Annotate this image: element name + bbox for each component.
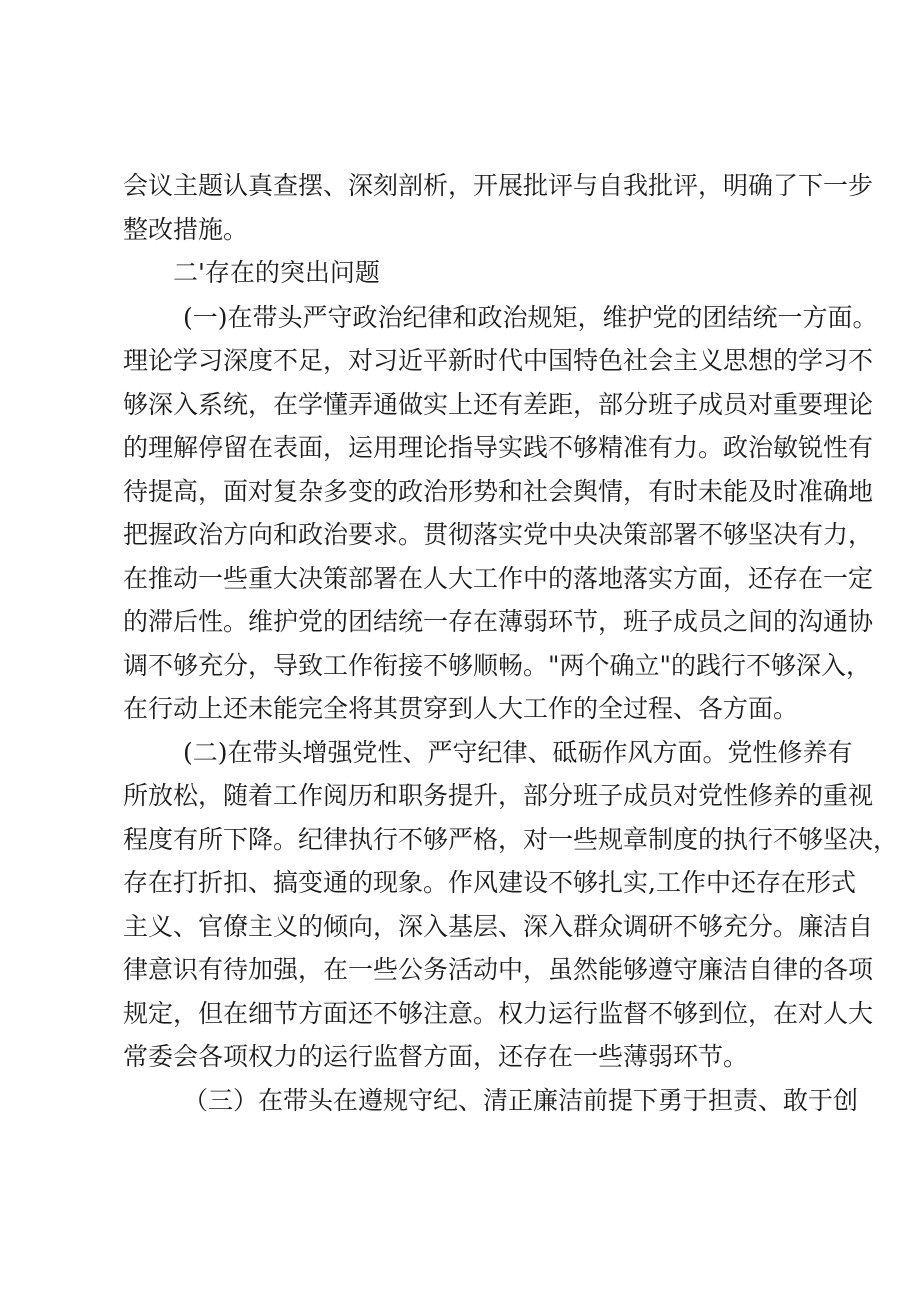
paragraph-1-line: 在行动上还未能完全将其贯穿到人大工作的全过程、各方面。 <box>123 694 799 723</box>
paragraph-2-line: 主义、官僚主义的倾向，深入基层、深入群众调研不够充分。廉洁自 <box>123 912 874 941</box>
paragraph-3-line: （三）在带头在遵规守纪、清正廉洁前提下勇于担责、敢于创 <box>183 1086 859 1115</box>
paragraph-2-line: 规定，但在细节方面还不够注意。权力运行监督不够到位，在对人大 <box>123 999 874 1028</box>
paragraph-1-line: 待提高，面对复杂多变的政治形势和社会舆情，有时未能及时准确地 <box>123 477 874 506</box>
paragraph-1-line: 理论学习深度不足，对习近平新时代中国特色社会主义思想的学习不 <box>123 346 874 375</box>
intro-line-2: 整改措施。 <box>123 215 249 244</box>
paragraph-2-line: 存在打折扣、搞变通的现象。作风建设不够扎实,工作中还存在形式 <box>123 868 856 897</box>
intro-line-1: 会议主题认真查摆、深刻剖析，开展批评与自我批评，明确了下一步 <box>123 171 874 200</box>
paragraph-2-line: 律意识有待加强，在一些公务活动中，虽然能够遵守廉洁自律的各项 <box>123 955 874 984</box>
paragraph-1-line: 调不够充分，导致工作衔接不够顺畅。"两个确立"的践行不够深入， <box>123 651 872 680</box>
paragraph-1-line: 的理解停留在表面，运用理论指导实践不够精准有力。政治敏锐性有 <box>123 433 874 462</box>
paragraph-1-line: 够深入系统，在学懂弄通做实上还有差距，部分班子成员对重要理论 <box>123 390 874 419</box>
paragraph-2-line: 所放松，随着工作阅历和职务提升，部分班子成员对党性修养的重视 <box>123 781 874 810</box>
paragraph-2-line: 程度有所下降。纪律执行不够严格，对一些规章制度的执行不够坚决， <box>123 825 899 854</box>
paragraph-2-line: 常委会各项权力的运行监督方面，还存在一些薄弱环节。 <box>123 1042 749 1071</box>
paragraph-1-line: 把握政治方向和政治要求。贯彻落实党中央决策部署不够坚决有力， <box>123 520 874 549</box>
section-heading: 二'存在的突出问题 <box>173 258 380 287</box>
paragraph-2-line: (二)在带头增强党性、严守纪律、砥砺作风方面。党性修养有 <box>183 738 853 767</box>
paragraph-1-line: 在推动一些重大决策部署在人大工作中的落地落实方面，还存在一定 <box>123 564 874 593</box>
paragraph-1-line: (一)在带头严守政治纪律和政治规矩，维护党的团结统一方面。 <box>183 303 878 332</box>
paragraph-1-line: 的滞后性。维护党的团结统一存在薄弱环节，班子成员之间的沟通协 <box>123 607 874 636</box>
